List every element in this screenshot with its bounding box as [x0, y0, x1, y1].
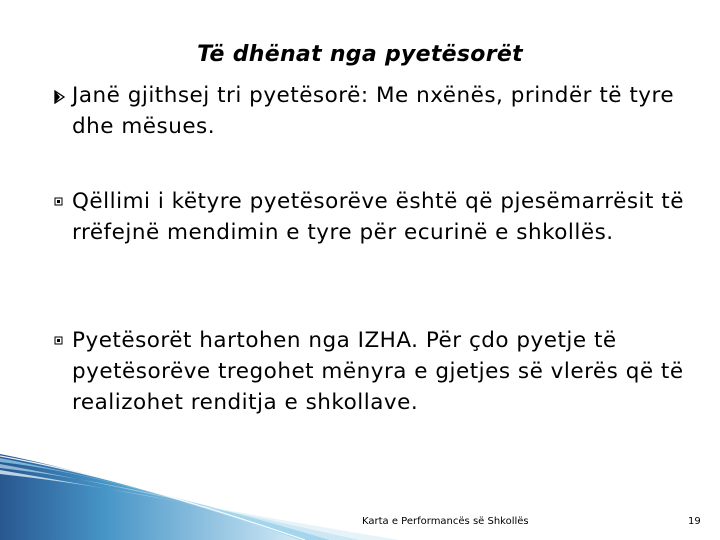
bullet-item-1	[52, 80, 702, 142]
bullet-text-1: Janë gjithsej tri pyetësorë: Me nxënës, prindër të tyre dhe mësues.	[72, 83, 675, 139]
arrow-bullet-icon	[52, 80, 70, 111]
bullet-item-2	[52, 186, 702, 248]
square-bullet-icon	[52, 325, 70, 356]
slide-title: Të dhënat nga pyetësorët	[197, 42, 523, 67]
footer-text: Karta e Performancës së Shkollës	[362, 516, 529, 527]
bullet-text-2: Qëllimi i këtyre pyetësorëve është që pjesëmarrësit të rrëfejnë mendimin e tyre për ecurinë e shkollës.	[72, 189, 684, 245]
bullet-text-3: Pyetësorët hartohen nga IZHA. Për çdo pyetje të pyetësorëve tregohet mënyra e gjetjes së vlerës që të realizohet renditja e shkollave.	[72, 328, 684, 415]
square-bullet-icon	[52, 186, 70, 217]
page-number: 19	[688, 516, 701, 527]
decorative-swoosh	[0, 440, 720, 540]
bullet-item-3	[52, 325, 702, 418]
